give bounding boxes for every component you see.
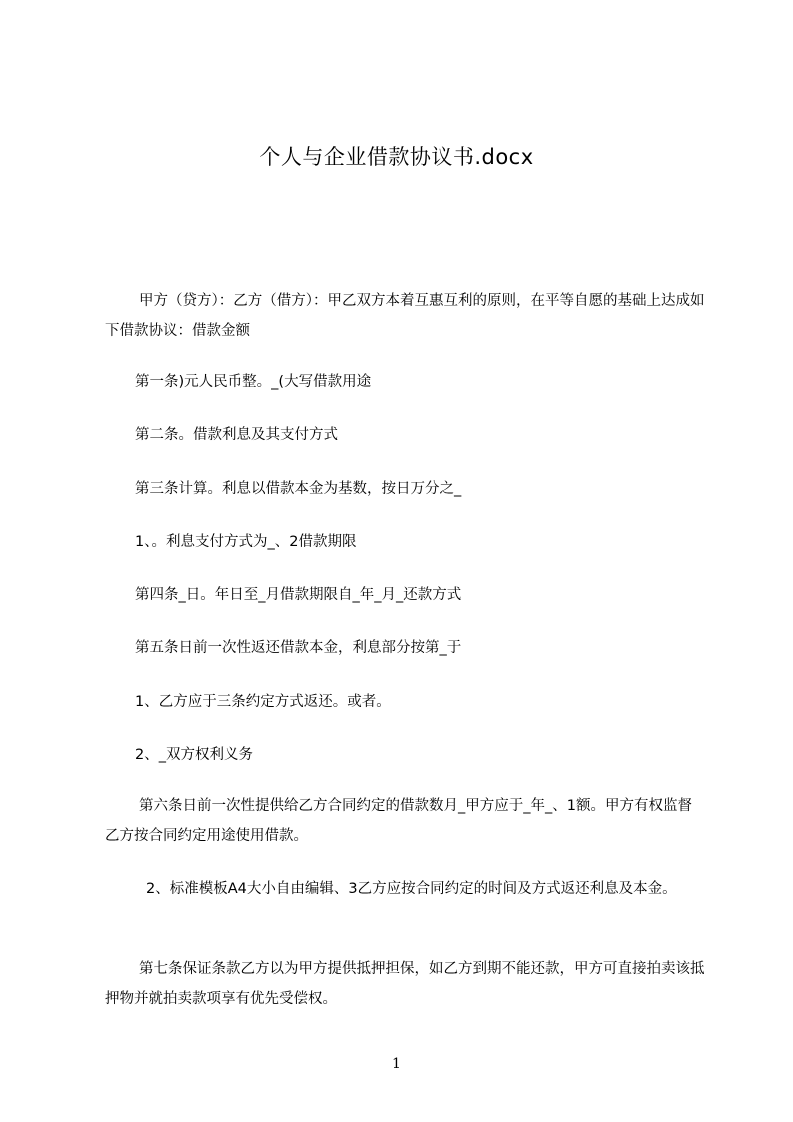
document-title: 个人与企业借款协议书.docx — [259, 145, 534, 169]
paragraph-parties: 甲方（贷方）：乙方（借方）：甲乙双方本着互惠互利的原则，在平等自愿的基础上达成如下借款协议：借款金额 — [105, 293, 705, 339]
paragraph-item-2-rights: 2、_双方权利义务 — [135, 747, 253, 763]
paragraph-article-7: 第七条保证条款乙方以为甲方提供抵押担保，如乙方到期不能还款，甲方可直接拍卖该抵押物并就拍卖款项享有优先受偿权。 — [105, 961, 705, 1007]
paragraph-item-1-repay: 1、乙方应于三条约定方式返还。或者。 — [135, 694, 391, 710]
paragraph-article-2: 第二条。借款利息及其支付方式 — [135, 427, 338, 443]
page-number: 1 — [392, 1056, 401, 1072]
paragraph-article-5: 第五条日前一次性返还借款本金，利息部分按第_于 — [135, 640, 462, 656]
paragraph-article-6: 第六条日前一次性提供给乙方合同约定的借款数月_甲方应于_年_、1额。甲方有权监督乙方按合同约定用途使用借款。 — [105, 798, 692, 844]
paragraph-item-2-template: 2、标准模板A4大小自由编辑、3乙方应按合同约定的时间及方式返还利息及本金。 — [146, 881, 677, 897]
paragraph-item-1-interest: 1、。利息支付方式为_、2借款期限 — [135, 534, 357, 550]
paragraph-article-3: 第三条计算。利息以借款本金为基数，按日万分之_ — [135, 481, 462, 497]
paragraph-article-1: 第一条)元人民币整。_(大写借款用途 — [135, 374, 372, 390]
paragraph-article-4: 第四条_日。年日至_月借款期限自_年_月_还款方式 — [135, 587, 462, 603]
